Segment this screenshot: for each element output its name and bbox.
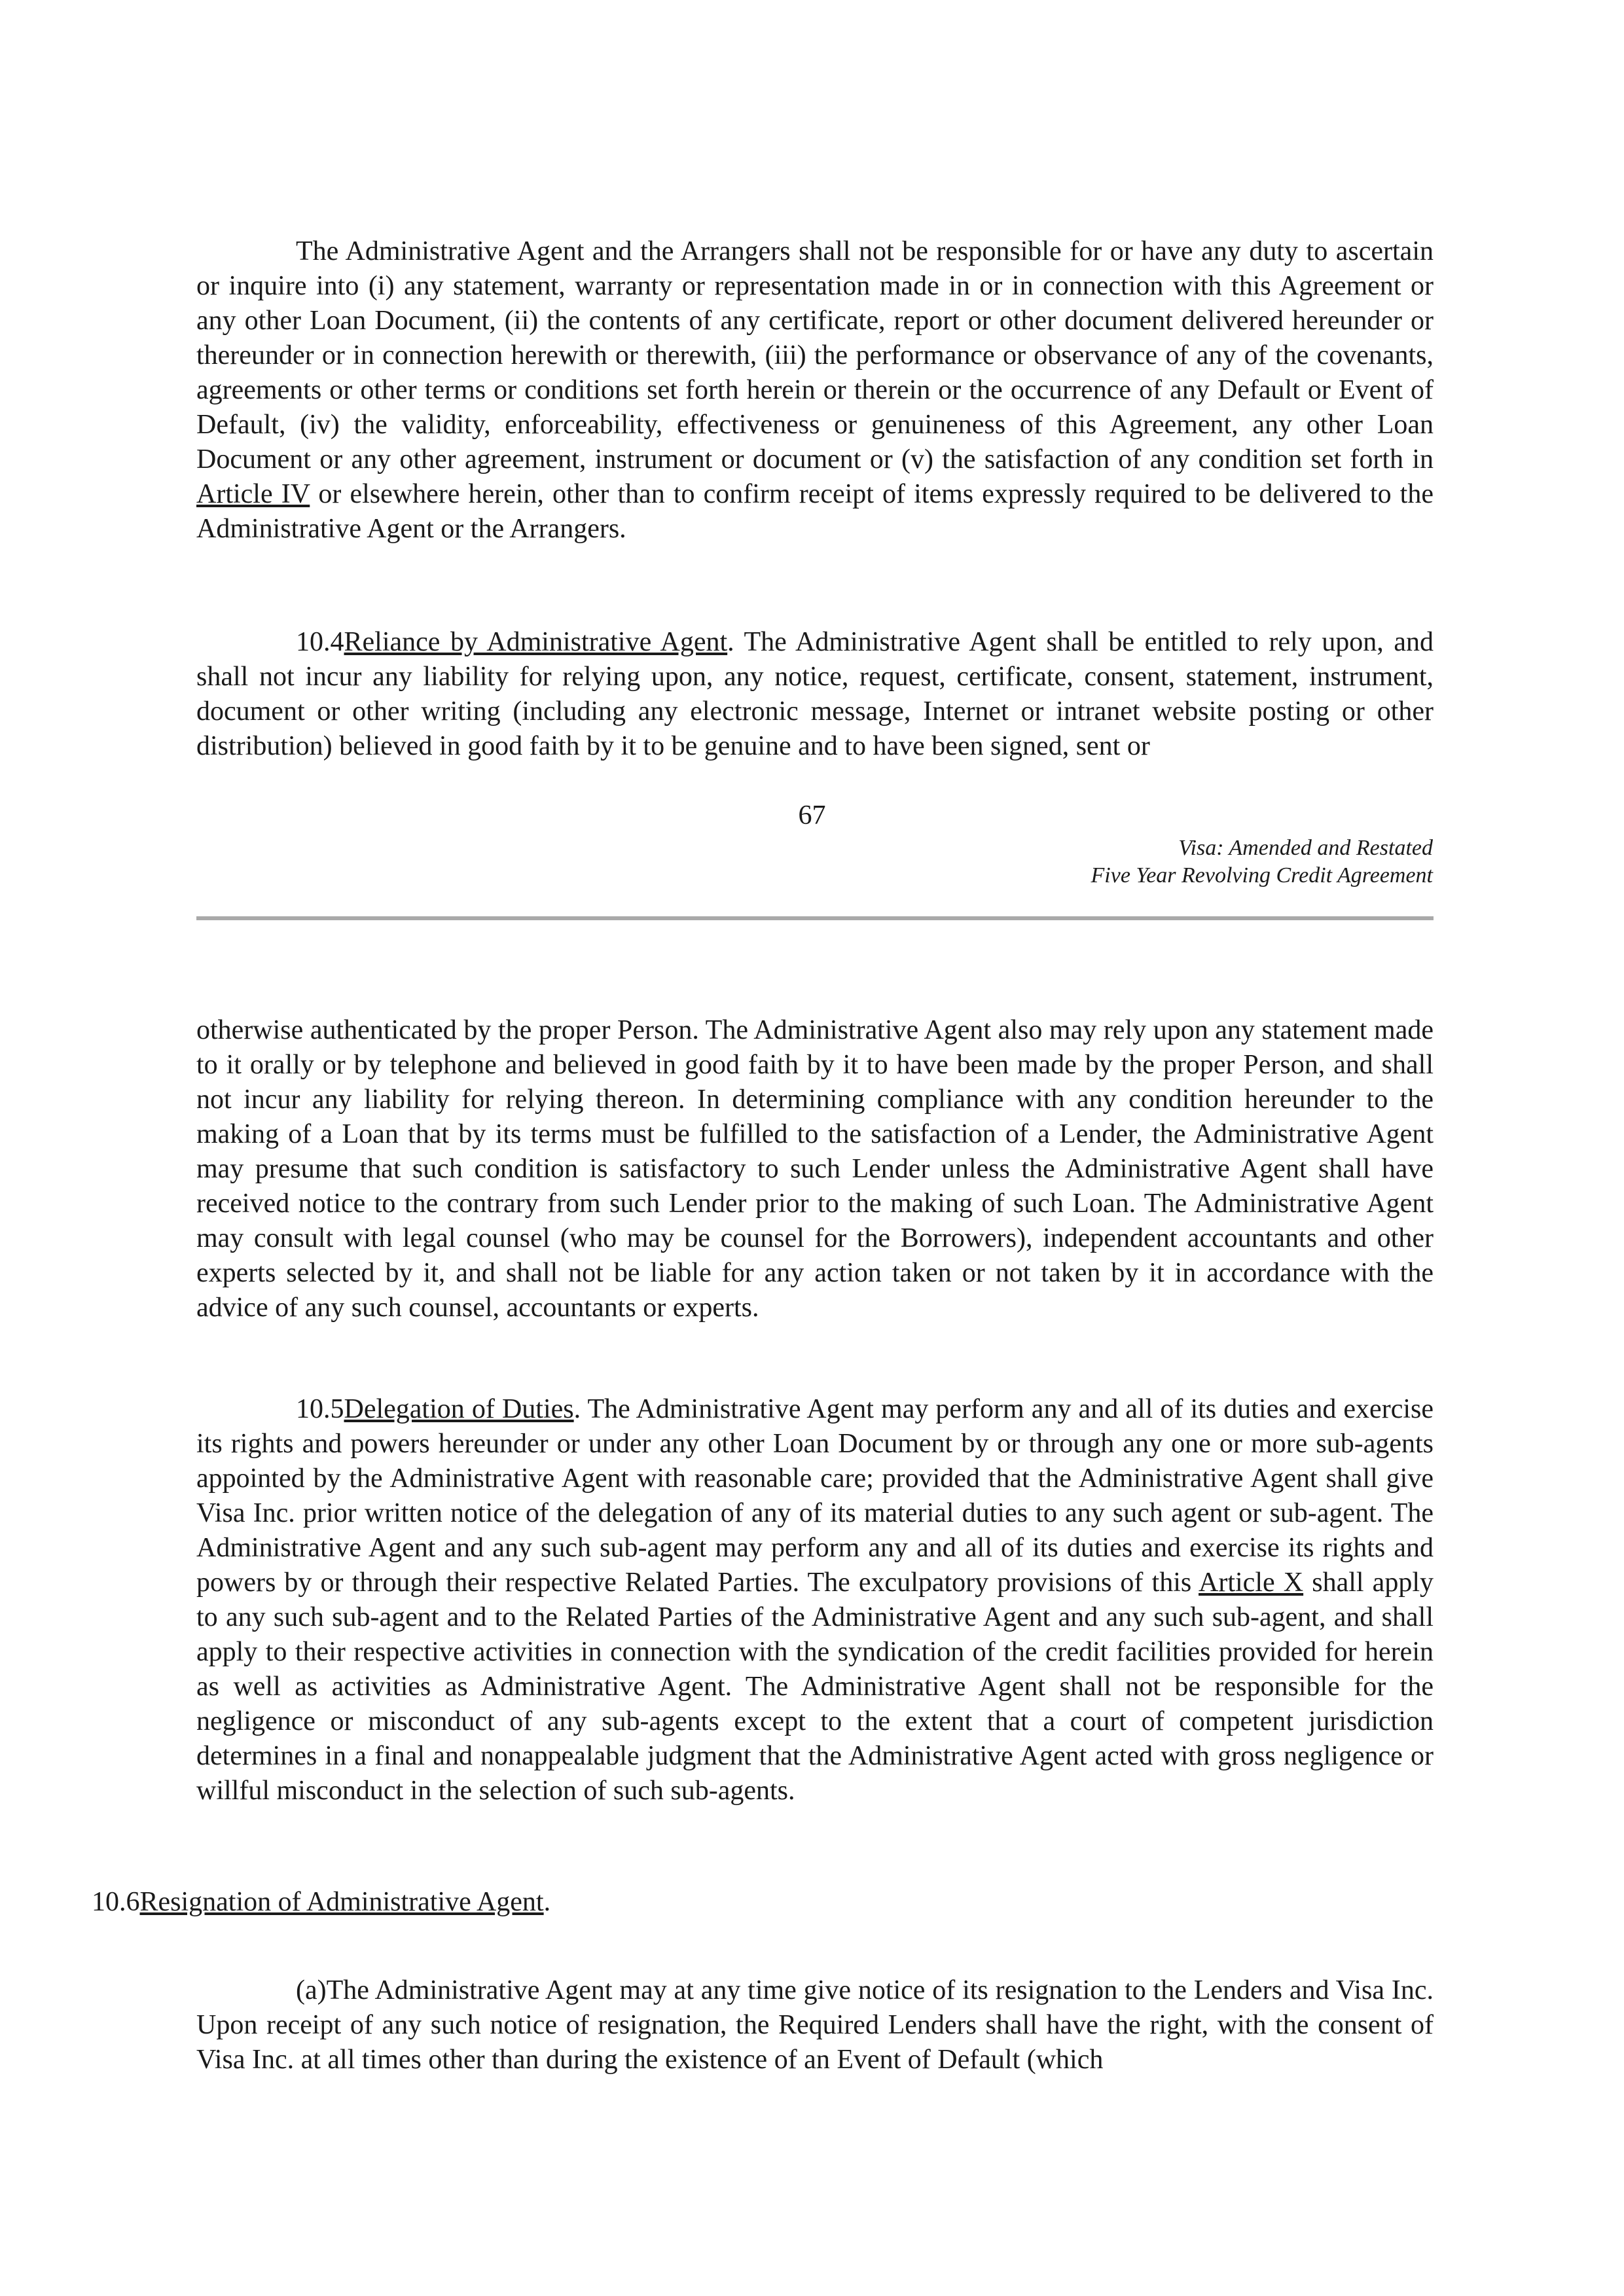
- section-10-6-heading: 10.6Resignation of Administrative Agent.: [92, 1887, 551, 1917]
- section-number: 10.4: [296, 627, 344, 657]
- subsection-a: [196, 1973, 1434, 2077]
- footer-caption: [1091, 834, 1433, 889]
- paragraph-text: otherwise authenticated by the proper Person. The Administrative Agent also may rely upon any statement made to it orally or by telephone and believed in good faith by it to have been made by the proper Person, and shall not incur any liability for relying thereon. In determining compliance with any condition hereunder to the making of a Loan that by its terms must be fulfilled to the satisfaction of a Lender, the Administrative Agent may presume that such condition is satisfactory to such Lender unless the Administrative Agent shall have received notice to the contrary from such Lender prior to the making of such Loan. The Administrative Agent may consult with legal counsel (who may be counsel for the Borrowers), independent accountants and other experts selected by it, and shall not be liable for any action taken or not taken by it in accordance with the advice of any such counsel, accountants or experts.: [196, 1015, 1434, 1323]
- paragraph-continuation: [196, 1013, 1434, 1325]
- subsection-text: The Administrative Agent may at any time give notice of its resignation to the Lenders and Visa Inc. Upon receipt of any such notice of resignation, the Required Lenders shall have the right, with the consent of Visa Inc. at all times other than during the existence of an Event of Default (which: [196, 1975, 1434, 2075]
- footer-line-2: Five Year Revolving Credit Agreement: [1091, 863, 1433, 888]
- footer-line-1: Visa: Amended and Restated: [1178, 836, 1433, 860]
- article-x-reference[interactable]: Article X: [1199, 1568, 1304, 1598]
- section-text: . The Administrative Agent shall be entitled to rely upon, and shall not incur any liability for relying upon, any notice, request, certificate, consent, statement, instrument, document or other writing (including any electronic message, Internet or intranet website posting or other distribution) believed in good faith by it to be genuine and to have been signed, sent or: [196, 627, 1434, 761]
- section-heading: Resignation of Administrative Agent: [139, 1887, 544, 1917]
- section-text: . The Administrative Agent may perform any and all of its duties and exercise its rights and powers hereunder or under any other Loan Document by or through any one or more sub-agents appointed by the Administrative Agent with reasonable care; provided that the Administrative Agent shall give Visa Inc. prior written notice of the delegation of any of its material duties to any such agent or sub-agent. The Administrative Agent and any such sub-agent may perform any and all of its duties and exercise its rights and powers by or through their respective Related Parties. The exculpatory provisions of this: [196, 1394, 1434, 1598]
- article-iv-reference[interactable]: Article IV: [196, 479, 310, 509]
- section-10-5: 10.5Delegation of Duties. The Administrative Agent may perform any and all of its duties and exercise its rights and powers hereunder or under any other Loan Document by or through any one or more sub-agents appointed by the Administrative Agent with reasonable care; provided that the Administrative Agent shall give Visa Inc. prior written notice of the delegation of any of its material duties to any such agent or sub-agent. The Administrative Agent and any such sub-agent may perform any and all of its duties and exercise its rights and powers by or through their respective Related Parties. The exculpatory provisions of this Article X shall apply to any such sub-agent and to the Related Parties of the Administrative Agent and any such sub-agent, and shall apply to their respective activities in connection with the syndication of the credit facilities provided for herein as well as activities as Administrative Agent. The Administrative Agent shall not be responsible for the negligence or misconduct of any sub-agents except to the extent that a court of competent jurisdiction determines in a final and nonappealable judgment that the Administrative Agent acted with gross negligence or willful misconduct in the selection of such sub-agents.: [196, 1394, 1434, 1806]
- section-10-4: [196, 625, 1434, 764]
- subsection-label: (a): [296, 1975, 327, 2005]
- paragraph-arrangers-responsibility: [196, 234, 1434, 547]
- section-heading: Reliance by Administrative Agent: [344, 627, 728, 657]
- page-break-divider: [196, 916, 1434, 920]
- section-heading: Delegation of Duties: [344, 1394, 574, 1424]
- paragraph-text: The Administrative Agent and the Arrangers shall not be responsible for or have any duty to ascertain or inquire into (i) any statement, warranty or representation made in or in connection with this Agreement or any other Loan Document, (ii) the contents of any certificate, report or other document delivered hereunder or thereunder or in connection herewith or therewith, (iii) the performance or observance of any of the covenants, agreements or other terms or conditions set forth herein or therein or the occurrence of any Default or Event of Default, (iv) the validity, enforceability, effectiveness or genuineness of this Agreement, any other Loan Document or any other agreement, instrument or document or (v) the satisfaction of any condition set forth in Article IV or elsewhere herein, other than to confirm receipt of items expressly required to be delivered to the Administrative Agent or the Arrangers.: [196, 236, 1434, 544]
- section-number: 10.5: [296, 1394, 344, 1424]
- section-number: 10.6: [92, 1887, 140, 1917]
- page-number: 67: [798, 800, 826, 831]
